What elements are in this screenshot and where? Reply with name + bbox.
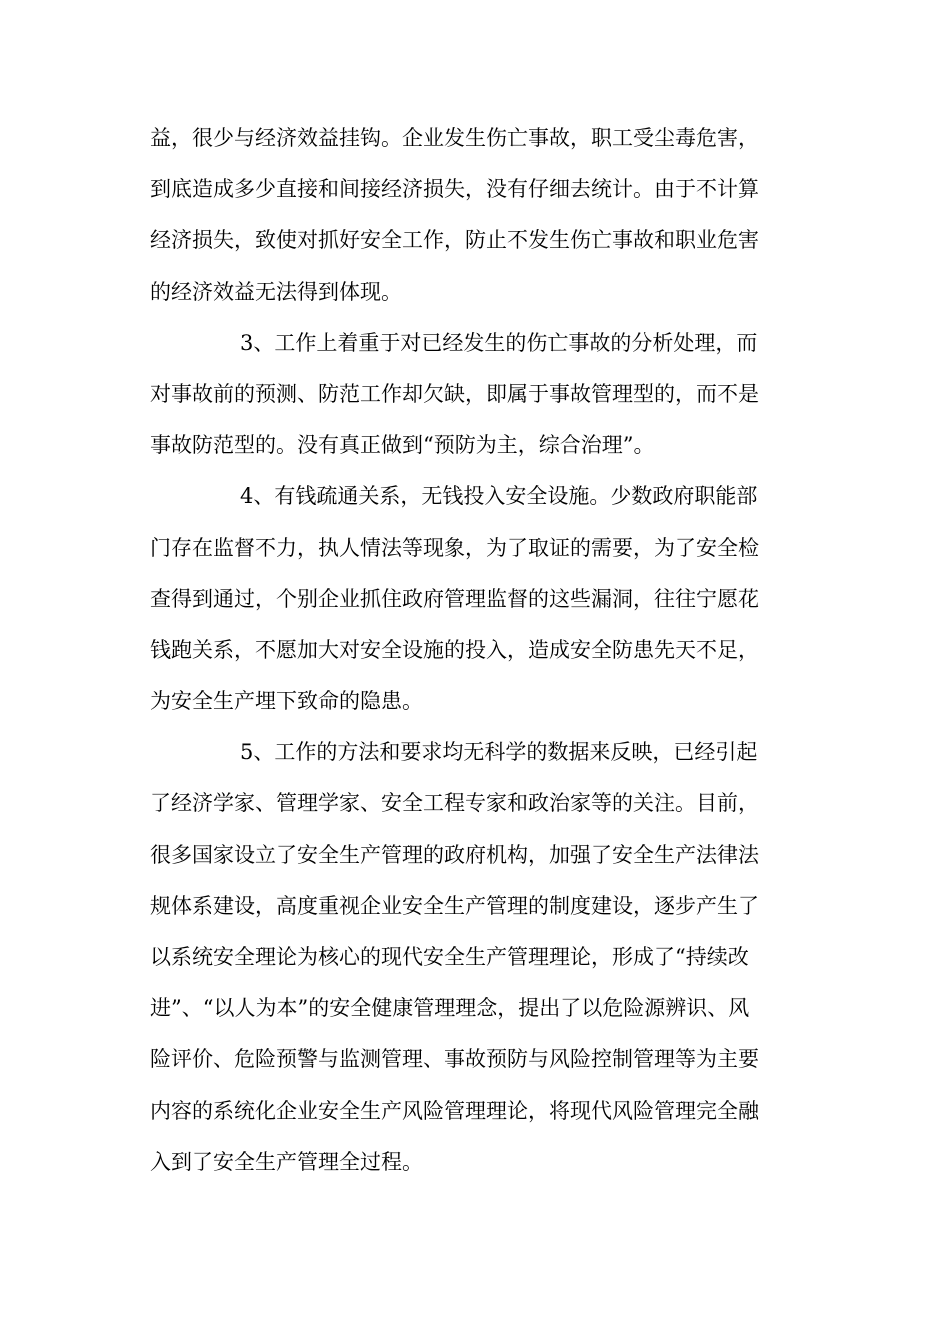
text-line: 内容的系统化企业安全生产风险管理理论，将现代风险管理完全融 — [150, 1098, 759, 1123]
text-line: 以系统安全理论为核心的现代安全生产管理理论，形成了“持续改 — [150, 945, 749, 969]
text-line: 的经济效益无法得到体现。 — [150, 279, 402, 304]
paragraph-item-5 — [150, 729, 800, 1190]
text-line: 益，很少与经济效益挂钩。企业发生伤亡事故，职工受尘毒危害， — [150, 126, 759, 150]
paragraph-economic-loss — [150, 115, 800, 320]
text-line: 事故防范型的。没有真正做到“预防为主，综合治理”。 — [150, 433, 655, 458]
text-line: 入到了安全生产管理全过程。 — [150, 1149, 423, 1174]
text-line: 门存在监督不力，执人情法等现象，为了取证的需要，为了安全检 — [150, 535, 759, 560]
text-line: 对事故前的预测、防范工作却欠缺，即属于事故管理型的，而不是 — [150, 381, 759, 406]
text-line: 4、有钱疏通关系，无钱投入安全设施。少数政府职能部 — [240, 484, 758, 509]
text-line: 险评价、危险预警与监测管理、事故预防与风险控制管理等为主要 — [150, 1047, 759, 1072]
text-line: 很多国家设立了安全生产管理的政府机构，加强了安全生产法律法 — [150, 842, 759, 867]
text-line: 5、工作的方法和要求均无科学的数据来反映，已经引起 — [240, 740, 758, 765]
text-line: 到底造成多少直接和间接经济损失，没有仔细去统计。由于不计算 — [150, 177, 759, 202]
text-line: 为安全生产埋下致命的隐患。 — [150, 689, 423, 714]
text-line: 进”、“以人为本”的安全健康管理理念，提出了以危险源辨识、风 — [150, 996, 750, 1021]
paragraph-item-4 — [150, 473, 800, 729]
text-line: 3、工作上着重于对已经发生的伤亡事故的分析处理，而 — [240, 330, 758, 355]
body-text — [150, 115, 800, 1190]
text-line: 规体系建设，高度重视企业安全生产管理的制度建设，逐步产生了 — [150, 893, 759, 918]
text-line: 经济损失，致使对抓好安全工作，防止不发生伤亡事故和职业危害 — [150, 228, 759, 253]
text-line: 钱跑关系，不愿加大对安全设施的投入，造成安全防患先天不足， — [150, 637, 759, 662]
text-line: 查得到通过，个别企业抓住政府管理监督的这些漏洞，往往宁愿花 — [150, 586, 759, 611]
text-line: 了经济学家、管理学家、安全工程专家和政治家等的关注。目前， — [150, 791, 759, 816]
paragraph-item-3 — [150, 320, 800, 474]
